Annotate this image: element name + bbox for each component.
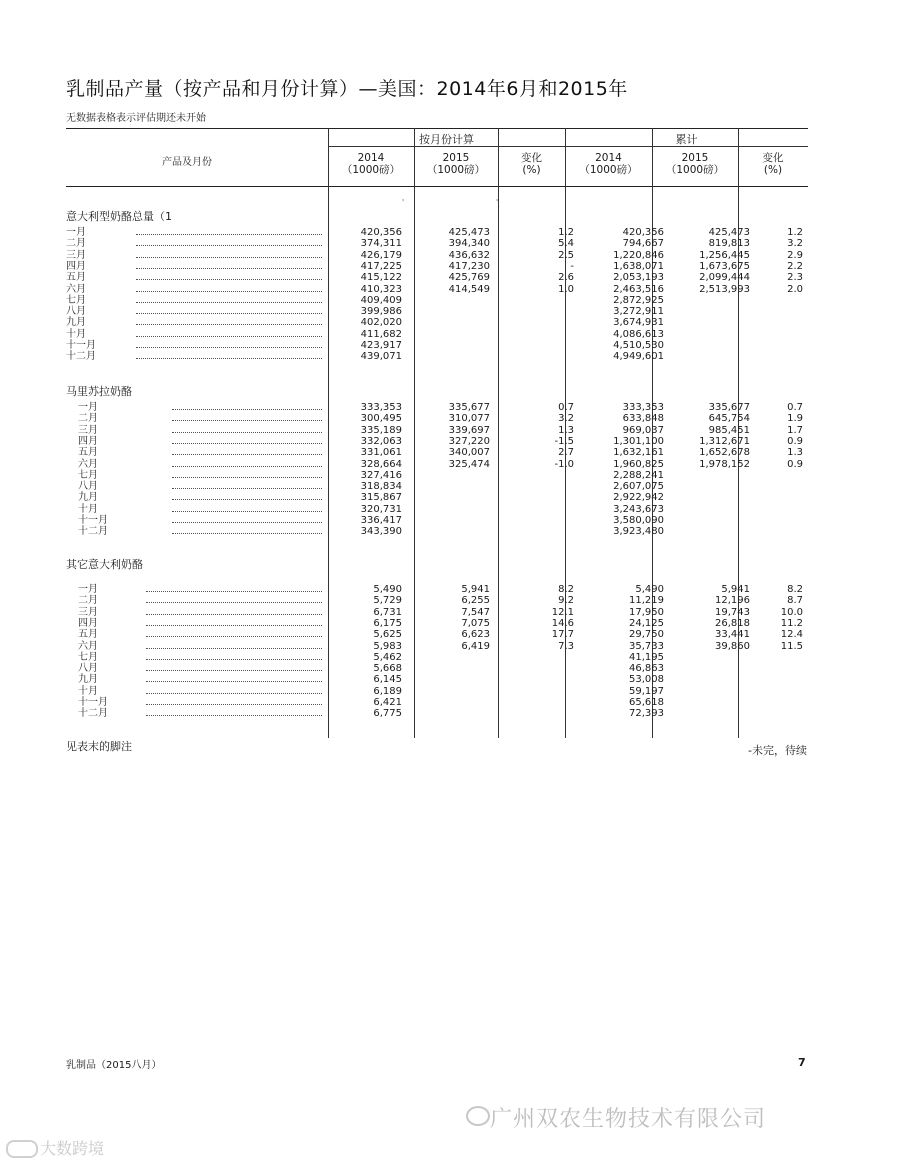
table-row [66, 317, 808, 328]
table-cell: - [570, 260, 574, 272]
table-cell: 53,008 [629, 674, 664, 686]
table-cell: 6,255 [461, 595, 490, 607]
table-cell: 436,632 [448, 249, 490, 261]
dot-leader [146, 652, 322, 660]
table-cell: 5,729 [373, 595, 402, 607]
dot-leader [172, 470, 322, 478]
dot-leader [136, 317, 322, 325]
table-cell: 19,743 [715, 606, 750, 618]
table-cell: 1,220,846 [613, 249, 664, 261]
month-label: 十二月 [78, 526, 108, 538]
table-cell: 333,353 [360, 402, 402, 413]
column-header: 2014 （1000磅） [579, 152, 638, 176]
dot-leader [172, 402, 322, 410]
month-label: 七月 [66, 294, 86, 306]
month-label: 四月 [66, 260, 86, 272]
table-cell: 2,872,925 [613, 294, 664, 306]
table-cell: 335,189 [360, 424, 402, 436]
table-cell: 59,197 [629, 685, 664, 697]
table-cell: 12.1 [551, 606, 574, 618]
dot-leader [146, 708, 322, 716]
table-cell: 2,922,942 [613, 492, 664, 504]
table-cell: 8.2 [558, 584, 574, 595]
table-cell: 72,393 [629, 708, 664, 720]
table-row [66, 504, 808, 515]
table-row [66, 329, 808, 340]
column-header: 2014 （1000磅） [341, 152, 401, 176]
table-cell: 417,230 [448, 260, 490, 272]
product-month-header: 产品及月份 [162, 157, 212, 168]
tick-mark: ' [496, 198, 499, 207]
table-row [66, 641, 808, 652]
dot-leader [172, 481, 322, 489]
table-row [66, 227, 808, 238]
dot-leader [172, 504, 322, 512]
table-cell: 29,750 [629, 629, 664, 641]
table-cell: 1.7 [787, 424, 803, 436]
table-cell: 399,986 [360, 306, 402, 318]
month-label: 十月 [78, 685, 98, 697]
month-label: 八月 [66, 306, 86, 318]
table-cell: 1.9 [787, 413, 803, 425]
table-cell: 11,219 [629, 595, 664, 607]
table-cell: 2.6 [558, 272, 574, 284]
dot-leader [136, 238, 322, 246]
column-header: 变化 (%) [762, 152, 784, 176]
month-label: 十月 [66, 328, 86, 340]
table-cell: 327,220 [448, 435, 490, 447]
table-cell: 1.2 [787, 227, 803, 238]
table-cell: 2,288,241 [613, 469, 664, 481]
dot-leader [146, 641, 322, 649]
table-row [66, 492, 808, 503]
table-row [66, 250, 808, 261]
table-row [66, 470, 808, 481]
page-footer: 乳制品（2015八月） [66, 1060, 162, 1071]
table-cell: 423,917 [360, 340, 402, 351]
table-cell: 819,813 [708, 238, 750, 250]
table-cell: 8.7 [787, 595, 803, 607]
table-top-rule [66, 128, 808, 129]
table-cell: 2,099,444 [699, 272, 750, 284]
table-row [66, 618, 808, 629]
table-cell: 4,086,613 [613, 328, 664, 340]
section-title: 马里苏拉奶酪 [66, 385, 132, 398]
table-cell: 985,451 [708, 424, 750, 436]
table-cell: 633,848 [622, 413, 664, 425]
table-cell: 6,145 [373, 674, 402, 686]
month-label: 五月 [78, 447, 98, 459]
tick-mark: ' [402, 198, 405, 207]
dot-leader [146, 595, 322, 603]
table-row [66, 340, 808, 351]
table-cell: -1.0 [554, 458, 574, 470]
table-cell: 1,301,100 [613, 435, 664, 447]
table-cell: 24,125 [629, 617, 664, 629]
table-cell: 33,441 [715, 629, 750, 641]
table-row [66, 674, 808, 685]
table-cell: 374,311 [360, 238, 402, 250]
table-cell: 2,053,193 [613, 272, 664, 284]
column-header: 2015 （1000磅） [426, 152, 486, 176]
dot-leader [172, 436, 322, 444]
table-cell: 41,195 [629, 651, 664, 663]
month-label: 三月 [66, 249, 86, 261]
dot-leader [136, 306, 322, 314]
table-cell: 343,390 [360, 526, 402, 538]
table-cell: 420,356 [360, 227, 402, 238]
table-cell: 420,356 [622, 227, 664, 238]
table-cell: 425,473 [448, 227, 490, 238]
month-label: 七月 [78, 469, 98, 481]
month-label: 一月 [78, 584, 98, 595]
table-cell: 645,754 [708, 413, 750, 425]
dot-leader [146, 686, 322, 694]
table-row [66, 595, 808, 606]
month-label: 三月 [78, 424, 98, 436]
month-label: 九月 [78, 674, 98, 686]
table-cell: 0.7 [787, 402, 803, 413]
dot-leader [136, 272, 322, 280]
table-cell: 425,473 [708, 227, 750, 238]
month-label: 九月 [66, 317, 86, 329]
table-cell: 9.2 [558, 595, 574, 607]
logo-icon [6, 1140, 38, 1158]
table-row [66, 584, 808, 595]
table-cell: 2,513,993 [699, 283, 750, 295]
dot-leader [146, 629, 322, 637]
dot-leader [146, 697, 322, 705]
table-row [66, 425, 808, 436]
table-cell: 794,667 [622, 238, 664, 250]
table-cell: 0.9 [787, 435, 803, 447]
table-cell: 411,682 [360, 328, 402, 340]
table-cell: 5,941 [721, 584, 750, 595]
table-cell: 3,923,480 [613, 526, 664, 538]
table-cell: 6,419 [461, 640, 490, 652]
table-cell: 3.2 [558, 413, 574, 425]
dot-leader [136, 351, 322, 359]
table-cell: 12,196 [715, 595, 750, 607]
table-cell: 2.9 [787, 249, 803, 261]
table-cell: 1.0 [558, 283, 574, 295]
wechat-icon [466, 1106, 490, 1126]
table-cell: 425,769 [448, 272, 490, 284]
table-row [66, 708, 808, 719]
section-title: 意大利型奶酪总量（1 [66, 210, 172, 223]
table-cell: 11.5 [780, 640, 803, 652]
table-cell: 1,960,825 [613, 458, 664, 470]
month-label: 九月 [78, 492, 98, 504]
table-cell: 5,490 [635, 584, 664, 595]
table-cell: 2,607,075 [613, 481, 664, 493]
table-cell: 1,638,071 [613, 260, 664, 272]
table-row [66, 697, 808, 708]
table-cell: 310,077 [448, 413, 490, 425]
dot-leader [146, 584, 322, 592]
table-cell: 1,978,152 [699, 458, 750, 470]
table-row [66, 663, 808, 674]
month-label: 八月 [78, 481, 98, 493]
table-row [66, 272, 808, 283]
section-title: 其它意大利奶酪 [66, 558, 143, 571]
month-label: 四月 [78, 617, 98, 629]
table-cell: 315,867 [360, 492, 402, 504]
table-cell: 2.0 [787, 283, 803, 295]
column-header: 2015 （1000磅） [665, 152, 725, 176]
table-subtitle: 无数据表格表示评估期还未开始 [66, 113, 206, 124]
table-cell: 7,075 [461, 617, 490, 629]
table-cell: 7.3 [558, 640, 574, 652]
table-row [66, 686, 808, 697]
table-row [66, 402, 808, 413]
table-row [66, 295, 808, 306]
dot-leader [136, 250, 322, 258]
table-cell: 439,071 [360, 351, 402, 363]
table-cell: 6,775 [373, 708, 402, 720]
table-cell: 414,549 [448, 283, 490, 295]
table-cell: 17,950 [629, 606, 664, 618]
dot-leader [136, 227, 322, 235]
table-header-rule [66, 186, 808, 187]
month-label: 五月 [78, 629, 98, 641]
table-cell: 340,007 [448, 447, 490, 459]
month-label: 六月 [78, 640, 98, 652]
dot-leader [136, 329, 322, 337]
table-cell: 0.7 [558, 402, 574, 413]
continued-note: -未完，待续 [748, 744, 807, 757]
logo-text: 大数跨境 [40, 1139, 105, 1158]
dot-leader [136, 295, 322, 303]
table-cell: 12.4 [780, 629, 803, 641]
table-cell: 332,063 [360, 435, 402, 447]
page-number: 7 [798, 1056, 806, 1069]
table-row [66, 652, 808, 663]
table-row [66, 447, 808, 458]
dot-leader [146, 618, 322, 626]
table-cell: 17.7 [551, 629, 574, 641]
table-cell: 11.2 [780, 617, 803, 629]
table-cell: 417,225 [360, 260, 402, 272]
table-row [66, 515, 808, 526]
dot-leader [172, 425, 322, 433]
table-cell: 3,243,673 [613, 503, 664, 515]
watermark: 广州双农生物技术有限公司 [490, 1107, 767, 1132]
month-label: 二月 [66, 238, 86, 250]
table-row [66, 238, 808, 249]
table-row [66, 629, 808, 640]
table-row [66, 459, 808, 470]
month-label: 八月 [78, 663, 98, 675]
table-cell: 327,416 [360, 469, 402, 481]
month-label: 三月 [78, 606, 98, 618]
month-label: 四月 [78, 435, 98, 447]
table-cell: 426,179 [360, 249, 402, 261]
table-cell: 3,580,090 [613, 515, 664, 526]
month-label: 一月 [66, 227, 86, 238]
table-cell: 14.6 [551, 617, 574, 629]
table-row [66, 607, 808, 618]
table-cell: 5,625 [373, 629, 402, 641]
dot-leader [172, 459, 322, 467]
table-cell: 969,037 [622, 424, 664, 436]
group-header-monthly: 按月份计算 [419, 133, 474, 146]
dot-leader [172, 492, 322, 500]
table-cell: 5,462 [373, 651, 402, 663]
table-cell: 336,417 [360, 515, 402, 526]
group-header-rule [328, 146, 808, 147]
month-label: 七月 [78, 651, 98, 663]
table-cell: 333,353 [622, 402, 664, 413]
table-cell: 5,668 [373, 663, 402, 675]
table-cell: 300,495 [360, 413, 402, 425]
table-cell: 1.2 [558, 227, 574, 238]
month-label: 五月 [66, 272, 86, 284]
table-cell: 4,949,601 [613, 351, 664, 363]
month-label: 二月 [78, 595, 98, 607]
table-row [66, 413, 808, 424]
table-cell: -1.5 [554, 435, 574, 447]
table-row [66, 351, 808, 362]
month-label: 二月 [78, 413, 98, 425]
dot-leader [172, 447, 322, 455]
month-label: 十一月 [78, 697, 108, 708]
table-cell: 2,463,516 [613, 283, 664, 295]
table-cell: 410,323 [360, 283, 402, 295]
table-cell: 6,623 [461, 629, 490, 641]
table-cell: 1.3 [558, 424, 574, 436]
table-cell: 6,189 [373, 685, 402, 697]
dot-leader [172, 515, 322, 523]
table-cell: 46,863 [629, 663, 664, 675]
table-cell: 3,272,911 [613, 306, 664, 318]
table-cell: 1,673,675 [699, 260, 750, 272]
table-cell: 394,340 [448, 238, 490, 250]
table-cell: 2.3 [787, 272, 803, 284]
table-cell: 6,175 [373, 617, 402, 629]
table-cell: 8.2 [787, 584, 803, 595]
dot-leader [146, 663, 322, 671]
table-row [66, 526, 808, 537]
page-title: 乳制品产量（按产品和月份计算）—美国：2014年6月和2015年 [66, 78, 628, 100]
table-row [66, 261, 808, 272]
table-cell: 1,256,445 [699, 249, 750, 261]
table-cell: 1,632,161 [613, 447, 664, 459]
table-cell: 2.7 [558, 447, 574, 459]
table-cell: 335,677 [708, 402, 750, 413]
group-header-cumulative: 累计 [675, 133, 698, 146]
table-cell: 5,941 [461, 584, 490, 595]
table-cell: 6,731 [373, 606, 402, 618]
table-cell: 5,490 [373, 584, 402, 595]
table-cell: 1,652,678 [699, 447, 750, 459]
table-row [66, 481, 808, 492]
table-cell: 7,547 [461, 606, 490, 618]
table-cell: 328,664 [360, 458, 402, 470]
table-cell: 39,860 [715, 640, 750, 652]
month-label: 十一月 [78, 515, 108, 526]
table-cell: 35,733 [629, 640, 664, 652]
month-label: 六月 [78, 458, 98, 470]
column-header: 变化 (%) [521, 152, 542, 176]
table-cell: 26,818 [715, 617, 750, 629]
table-cell: 409,409 [360, 294, 402, 306]
month-label: 十二月 [78, 708, 108, 720]
table-row [66, 306, 808, 317]
dot-leader [136, 284, 322, 292]
table-cell: 2.5 [558, 249, 574, 261]
dot-leader [172, 526, 322, 534]
table-cell: 1,312,671 [699, 435, 750, 447]
table-cell: 2.2 [787, 260, 803, 272]
dot-leader [136, 340, 322, 348]
table-cell: 3,674,931 [613, 317, 664, 329]
dot-leader [172, 413, 322, 421]
table-cell: 1.3 [787, 447, 803, 459]
table-cell: 10.0 [780, 606, 803, 618]
month-label: 十月 [78, 503, 98, 515]
month-label: 十二月 [66, 351, 96, 363]
table-cell: 325,474 [448, 458, 490, 470]
dot-leader [136, 261, 322, 269]
dot-leader [146, 607, 322, 615]
table-cell: 402,020 [360, 317, 402, 329]
table-cell: 331,061 [360, 447, 402, 459]
table-cell: 6,421 [373, 697, 402, 708]
table-cell: 5.4 [558, 238, 574, 250]
table-cell: 65,618 [629, 697, 664, 708]
footnote: 见表末的脚注 [66, 740, 132, 753]
table-cell: 5,983 [373, 640, 402, 652]
table-row [66, 284, 808, 295]
month-label: 一月 [78, 402, 98, 413]
table-cell: 318,834 [360, 481, 402, 493]
table-cell: 320,731 [360, 503, 402, 515]
month-label: 六月 [66, 283, 86, 295]
table-cell: 335,677 [448, 402, 490, 413]
month-label: 十一月 [66, 340, 96, 351]
table-cell: 3.2 [787, 238, 803, 250]
table-cell: 415,122 [360, 272, 402, 284]
table-cell: 4,510,530 [613, 340, 664, 351]
table-cell: 0.9 [787, 458, 803, 470]
table-cell: 339,697 [448, 424, 490, 436]
dot-leader [146, 674, 322, 682]
table-row [66, 436, 808, 447]
